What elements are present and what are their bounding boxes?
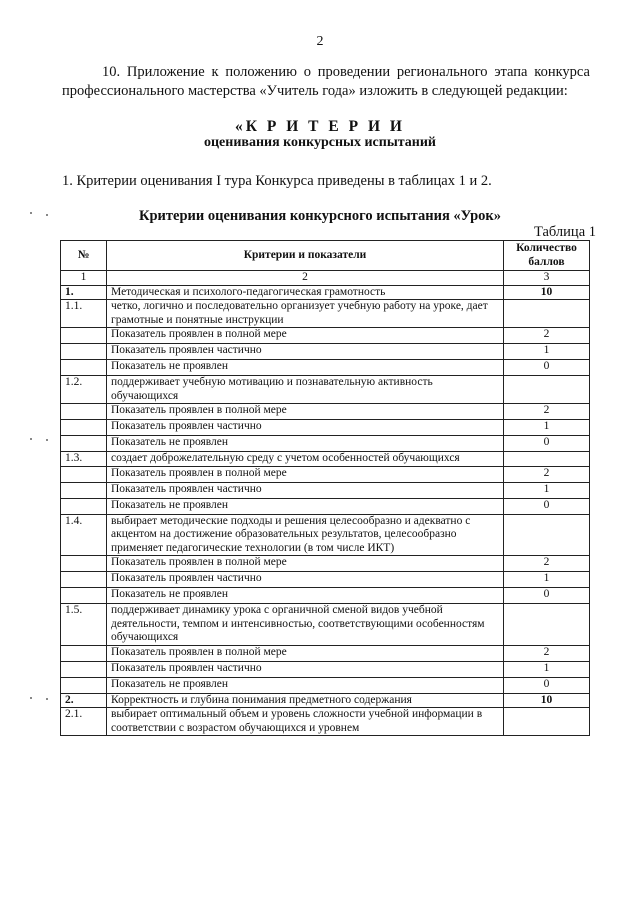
number-cell (61, 360, 107, 376)
indicator-row (61, 498, 590, 514)
indicator-row (61, 588, 590, 604)
text-cell: Показатель не проявлен (107, 498, 504, 514)
points-cell (504, 376, 590, 404)
number-cell: 2. (61, 693, 107, 708)
text-cell: Показатель не проявлен (107, 436, 504, 452)
number-cell (61, 436, 107, 452)
points-cell: 0 (504, 360, 590, 376)
round-note: 1. Критерии оценивания I тура Конкурса приведены в таблицах 1 и 2. (62, 173, 492, 189)
index-cell: 1 (61, 271, 107, 286)
scan-dot (46, 698, 48, 700)
text-cell: выбирает оптимальный объем и уровень сложности учебной информации в соответствии с возрастом обучающихся и уровнем (107, 708, 504, 736)
header-criteria: Критерии и показатели (107, 241, 504, 271)
scan-dot (30, 438, 32, 440)
indicator-row (61, 556, 590, 572)
number-cell (61, 677, 107, 693)
table-label: Таблица 1 (533, 224, 596, 240)
number-cell (61, 661, 107, 677)
text-cell: Показатель проявлен частично (107, 420, 504, 436)
points-cell (504, 514, 590, 556)
criteria-subtitle: оценивания конкурсных испытаний (203, 135, 437, 150)
number-cell (61, 482, 107, 498)
scan-dot (30, 212, 32, 214)
scan-dot (30, 697, 32, 699)
number-cell (61, 572, 107, 588)
index-cell: 2 (107, 271, 504, 286)
indicator-row (61, 572, 590, 588)
number-cell (61, 420, 107, 436)
points-cell: 2 (504, 556, 590, 572)
points-cell: 2 (504, 328, 590, 344)
text-cell: Показатель проявлен частично (107, 661, 504, 677)
points-cell: 0 (504, 588, 590, 604)
text-cell: выбирает методические подходы и решения целесообразно и адекватно с акцентом на достижение образовательных результатов, целесообразно применяет педагогические технологии (в том числе ИКТ) (107, 514, 504, 556)
points-cell (504, 300, 590, 328)
number-cell (61, 344, 107, 360)
points-cell: 1 (504, 420, 590, 436)
text-cell: поддерживает учебную мотивацию и познавательную активность обучающихся (107, 376, 504, 404)
text-cell: Показатель проявлен в полной мере (107, 328, 504, 344)
criterion-row (61, 604, 590, 646)
criterion-row (61, 300, 590, 328)
section-row (61, 693, 590, 708)
criteria-title: «К Р И Т Е Р И И (235, 118, 405, 135)
scan-dot (46, 214, 48, 216)
points-cell: 2 (504, 466, 590, 482)
points-cell: 0 (504, 498, 590, 514)
indicator-row (61, 420, 590, 436)
index-row (61, 271, 590, 286)
number-cell (61, 556, 107, 572)
table-title: Критерии оценивания конкурсного испытания «Урок» (138, 208, 502, 224)
indicator-row (61, 360, 590, 376)
header-points: Количество баллов (504, 241, 590, 271)
text-cell: Показатель проявлен частично (107, 572, 504, 588)
number-cell: 1. (61, 285, 107, 300)
text-cell: Показатель проявлен в полной мере (107, 556, 504, 572)
criterion-row (61, 514, 590, 556)
text-cell: Корректность и глубина понимания предметного содержания (107, 693, 504, 708)
points-cell: 1 (504, 482, 590, 498)
text-cell: Показатель не проявлен (107, 360, 504, 376)
index-cell: 3 (504, 271, 590, 286)
criteria-table (60, 240, 590, 736)
text-cell: поддерживает динамику урока с органичной сменой видов учебной деятельности, темпом и интенсивностью, соответствующими особенностям обучающихся (107, 604, 504, 646)
table-body (61, 271, 590, 736)
indicator-row (61, 328, 590, 344)
number-cell: 1.3. (61, 452, 107, 467)
indicator-row (61, 482, 590, 498)
indicator-row (61, 404, 590, 420)
points-cell (504, 604, 590, 646)
indicator-row (61, 466, 590, 482)
text-cell: создает доброжелательную среду с учетом особенностей обучающихся (107, 452, 504, 467)
indicator-row (61, 436, 590, 452)
scan-dot (46, 439, 48, 441)
indicator-row (61, 344, 590, 360)
criterion-row (61, 452, 590, 467)
number-cell: 2.1. (61, 708, 107, 736)
number-cell: 1.4. (61, 514, 107, 556)
number-cell (61, 404, 107, 420)
indicator-row (61, 645, 590, 661)
criterion-row (61, 708, 590, 736)
text-cell: Методическая и психолого-педагогическая грамотность (107, 285, 504, 300)
points-cell (504, 452, 590, 467)
text-cell: четко, логично и последовательно организует учебную работу на уроке, дает грамотные и понятные инструкции (107, 300, 504, 328)
number-cell (61, 328, 107, 344)
text-cell: Показатель проявлен частично (107, 482, 504, 498)
number-cell: 1.5. (61, 604, 107, 646)
header-number: № (61, 241, 107, 271)
points-cell: 10 (504, 285, 590, 300)
section-row (61, 285, 590, 300)
points-cell: 2 (504, 645, 590, 661)
number-cell (61, 498, 107, 514)
text-cell: Показатель не проявлен (107, 677, 504, 693)
indicator-row (61, 661, 590, 677)
intro-paragraph: 10. Приложение к положению о проведении регионального этапа конкурса профессионального мастерства «Учитель года» изложить в следующей редакции: (62, 64, 590, 99)
points-cell: 1 (504, 344, 590, 360)
number-cell (61, 466, 107, 482)
points-cell: 10 (504, 693, 590, 708)
text-cell: Показатель проявлен частично (107, 344, 504, 360)
text-cell: Показатель не проявлен (107, 588, 504, 604)
text-cell: Показатель проявлен в полной мере (107, 466, 504, 482)
indicator-row (61, 677, 590, 693)
points-cell: 0 (504, 677, 590, 693)
criterion-row (61, 376, 590, 404)
number-cell (61, 588, 107, 604)
points-cell: 1 (504, 572, 590, 588)
text-cell: Показатель проявлен в полной мере (107, 404, 504, 420)
text-cell: Показатель проявлен в полной мере (107, 645, 504, 661)
points-cell: 1 (504, 661, 590, 677)
number-cell: 1.1. (61, 300, 107, 328)
points-cell: 2 (504, 404, 590, 420)
points-cell (504, 708, 590, 736)
number-cell (61, 645, 107, 661)
number-cell: 1.2. (61, 376, 107, 404)
points-cell: 0 (504, 436, 590, 452)
page-number: 2 (316, 34, 324, 49)
